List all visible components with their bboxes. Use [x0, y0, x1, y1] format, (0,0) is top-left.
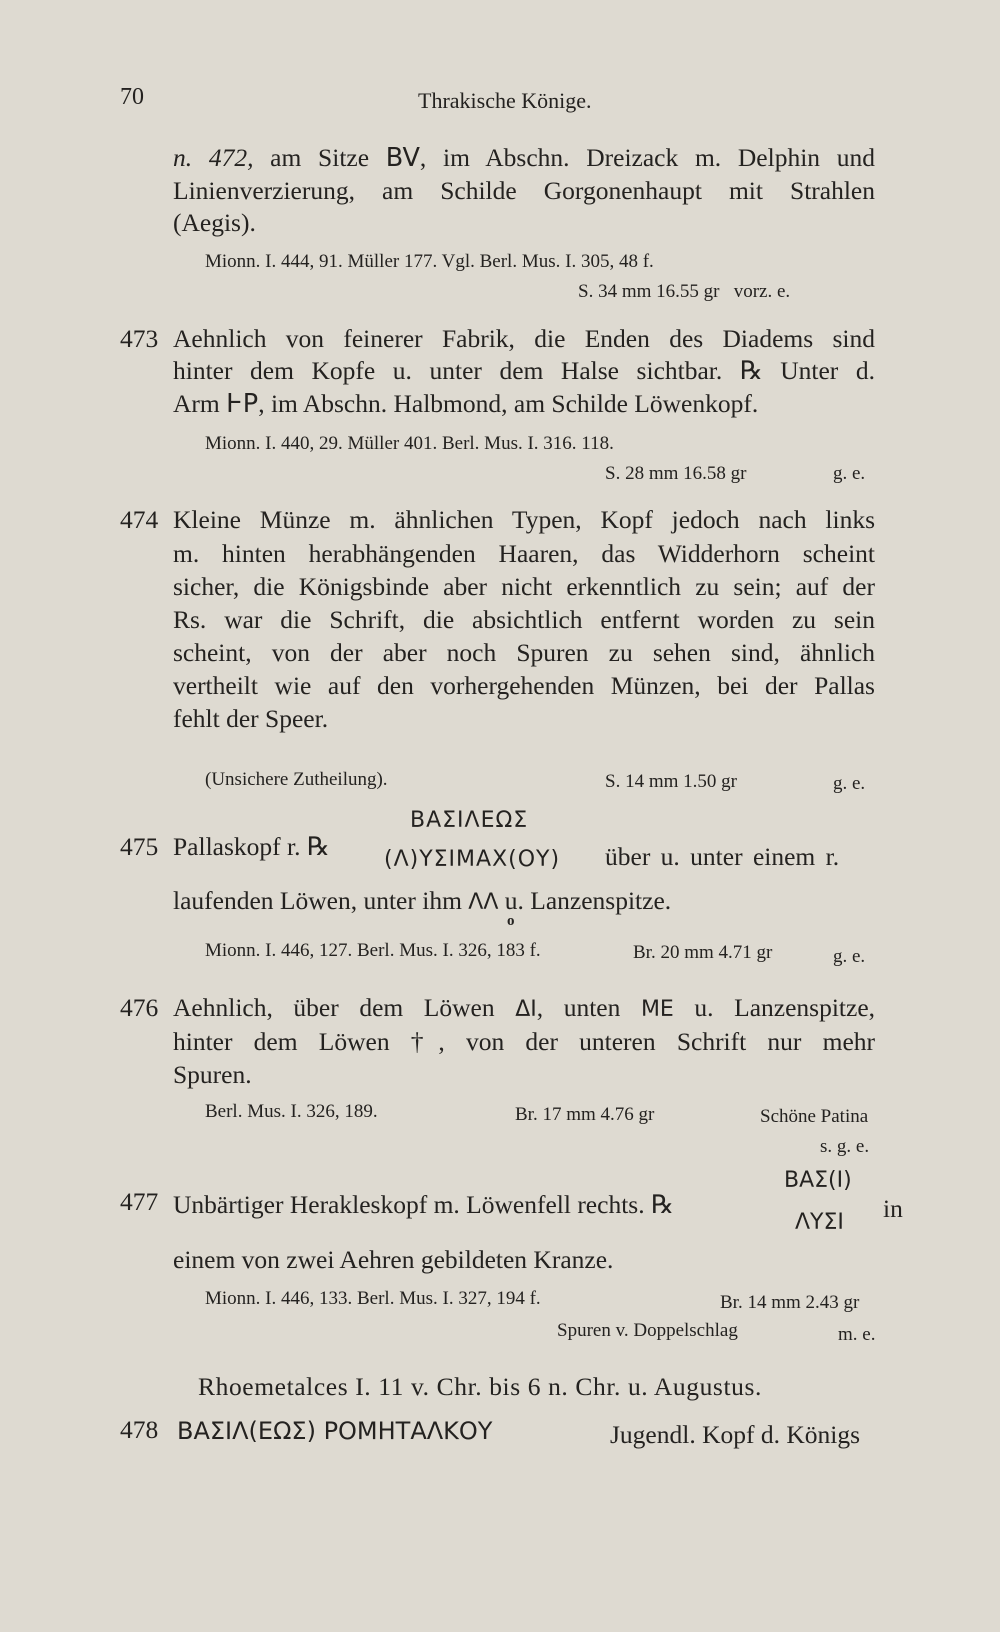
entry-472-line-2: Linienverzierung, am Schilde Gorgonenhaupt mit Strahlen [173, 176, 875, 205]
entry-number: 475 [120, 832, 159, 861]
entry-472-reference: Mionn. I. 444, 91. Müller 177. Vgl. Berl. Mus. I. 305, 48 f. [205, 251, 654, 272]
entry-473-line-2: hinter dem Kopfe u. unter dem Halse sichtbar. ℞ Unter d. [173, 356, 875, 385]
entry-475-line-2: laufenden Löwen, unter ihm ΛΛ u. Lanzenspitze. [173, 886, 672, 915]
entry-number: 477 [120, 1187, 159, 1216]
entry-473-line-3: Arm ⱵP, im Abschn. Halbmond, am Schilde Löwenkopf. [173, 389, 759, 419]
section-heading: Rhoemetalces I. 11 v. Chr. bis 6 n. Chr. u. Augustus. [198, 1372, 762, 1401]
entry-472-measurements: S. 34 mm 16.55 gr vorz. e. [578, 281, 791, 302]
monogram: ⱵP [226, 389, 259, 419]
entry-474-line-2: m. hinten herabhängenden Haaren, das Widderhorn scheint [173, 539, 875, 568]
entry-475-grade: g. e. [833, 946, 866, 967]
entry-476-measurements: Br. 17 mm 4.76 gr [515, 1104, 655, 1125]
entry-478-text: Jugendl. Kopf d. Königs [610, 1420, 861, 1449]
legend-lower: ΛΥΣΙ [795, 1210, 844, 1235]
entry-474-line-5: scheint, von der aber noch Spuren zu sehen sind, ähnlich [173, 638, 875, 667]
entry-number: 473 [120, 324, 159, 353]
entry-475-measurements: Br. 20 mm 4.71 gr [633, 942, 773, 963]
entry-477-grade: m. e. [838, 1324, 876, 1345]
monogram: † [410, 1027, 439, 1056]
legend-upper: ΒΑΣΙΛΕΩΣ [410, 808, 529, 833]
entry-474-line-3: sicher, die Königsbinde aber nicht erkenntlich zu sein; auf der [173, 572, 875, 601]
entry-476-line-2: hinter dem Löwen †, von der unteren Schrift nur mehr [173, 1027, 876, 1056]
running-title: Thrakische Könige. [418, 88, 592, 113]
entry-474-line-6: vertheilt wie auf den vorhergehenden Münzen, bei der Pallas [173, 671, 875, 700]
monogram: ΔΙ [515, 997, 537, 1022]
entry-476-grade: s. g. e. [820, 1136, 870, 1157]
entry-473-reference: Mionn. I. 440, 29. Müller 401. Berl. Mus. I. 316. 118. [205, 433, 614, 454]
entry-474-line-4: Rs. war die Schrift, die absichtlich entfernt worden zu sein [173, 605, 875, 634]
monogram: BV [385, 143, 420, 173]
entry-477-measurements: Br. 14 mm 2.43 gr [720, 1292, 860, 1313]
entry-473-measurements: S. 28 mm 16.58 gr [605, 463, 747, 484]
entry-474-grade: g. e. [833, 773, 866, 794]
entry-number: 476 [120, 993, 159, 1022]
entry-number: 474 [120, 505, 159, 534]
entry-477-note: Spuren v. Doppelschlag [557, 1320, 738, 1341]
entry-476-line-1: Aehnlich, über dem Löwen ΔΙ, unten ΜΕ u. Lanzenspitze, [173, 993, 876, 1022]
monogram: ΜΕ [640, 997, 674, 1022]
entry-472-line-3: (Aegis). [173, 208, 256, 237]
cross-reference: n. 472, [173, 143, 254, 172]
entry-475-reference: Mionn. I. 446, 127. Berl. Mus. I. 326, 183 f. [205, 940, 541, 961]
entry-476-line-3: Spuren. [173, 1060, 252, 1089]
entry-474-line-1: Kleine Münze m. ähnlichen Typen, Kopf jedoch nach links [173, 505, 875, 534]
entry-475-line-1a: Pallaskopf r. ℞ [173, 832, 330, 861]
entry-472-line-1: n. 472, am Sitze BV, im Abschn. Dreizack m. Delphin und [173, 143, 876, 173]
entry-476-patina: Schöne Patina [760, 1106, 869, 1127]
entry-475-line-1b: über u. unter einem r. [605, 842, 840, 871]
legend-upper: ΒΑΣ(Ι) [784, 1168, 852, 1193]
greek-legend: ΒΑΣΙΛ(ΕΩΣ) ΡΟΜΗΤΑΛΚΟΥ [177, 1417, 493, 1445]
entry-476-reference: Berl. Mus. I. 326, 189. [205, 1101, 378, 1122]
entry-number: 478 [120, 1415, 159, 1444]
entry-477-line-1: Unbärtiger Herakleskopf m. Löwenfell rechts. ℞ [173, 1190, 674, 1219]
entry-473-line-1: Aehnlich von feinerer Fabrik, die Enden des Diadems sind [173, 324, 875, 353]
entry-473-grade: g. e. [833, 463, 866, 484]
entry-477-line-1-tail: in [883, 1194, 903, 1223]
entry-477-reference: Mionn. I. 446, 133. Berl. Mus. I. 327, 194 f. [205, 1288, 541, 1309]
entry-474-line-7: fehlt der Speer. [173, 704, 329, 733]
monogram: ΛΛ [468, 890, 499, 915]
entry-474-measurements: S. 14 mm 1.50 gr [605, 771, 737, 792]
entry-477-line-2: einem von zwei Aehren gebildeten Kranze. [173, 1245, 614, 1274]
monogram-subscript: o [507, 913, 515, 929]
legend-lower: (Λ)ΥΣΙΜΑΧ(ΟΥ) [384, 847, 561, 872]
entry-474-note: (Unsichere Zutheilung). [205, 769, 388, 790]
page-number: 70 [120, 84, 144, 110]
